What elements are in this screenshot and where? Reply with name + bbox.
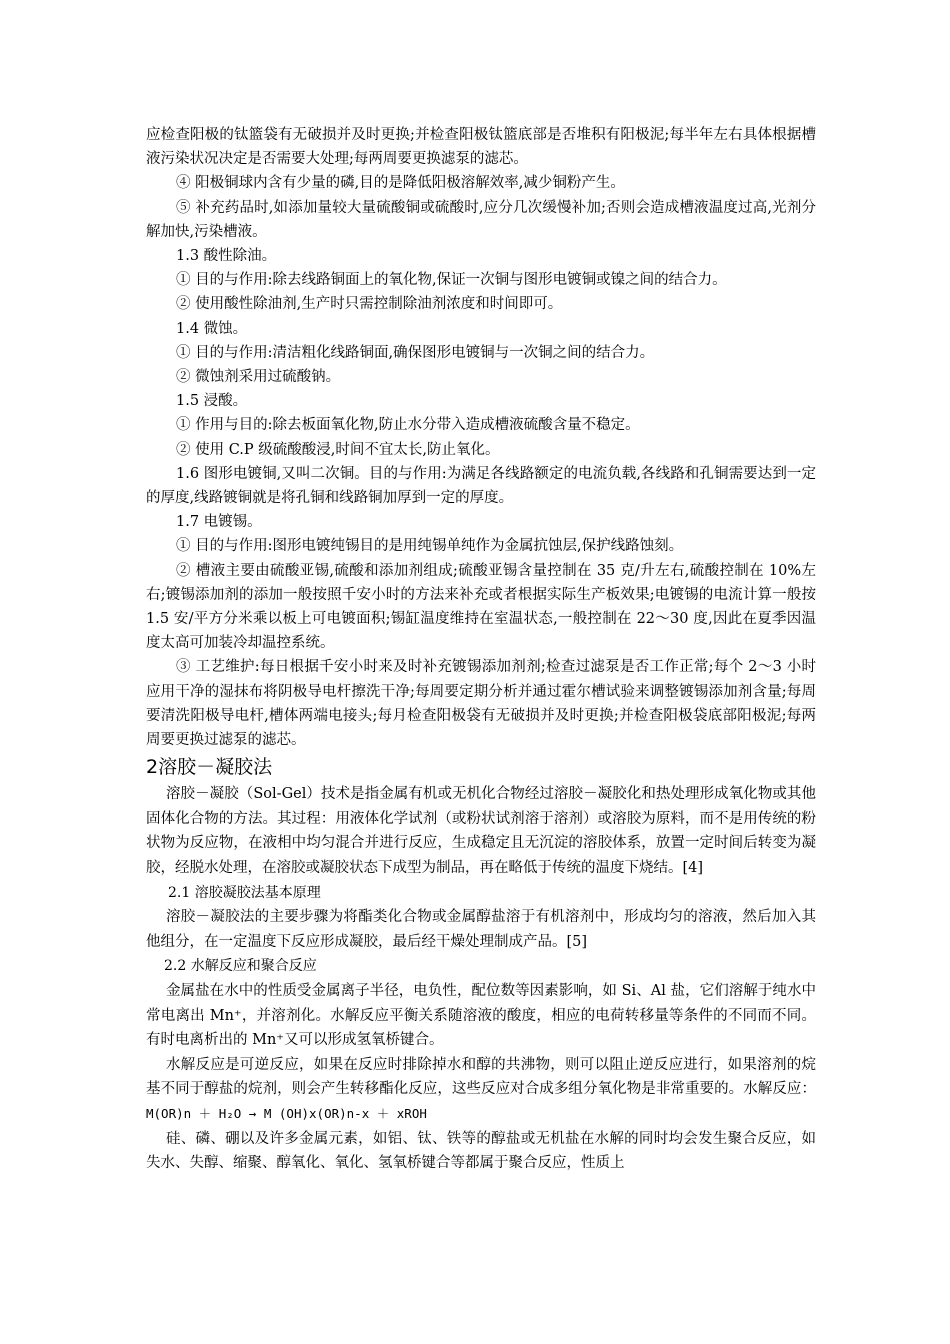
paragraph-text: 水解反应是可逆反应，如果在反应时排除掉水和醇的共沸物，则可以阻止逆反应进行，如果溶剂的烷基不同于醇盐的烷剂，则会产生转移酯化反应，这些反应对合成多组分氧化物是非常重要的。水解反应： bbox=[146, 1056, 816, 1098]
paragraph: ① 目的与作用:图形电镀纯锡目的是用纯锡单纯作为金属抗蚀层,保护线路蚀刻。 bbox=[176, 538, 684, 555]
paragraph: 1.6 图形电镀铜,又叫二次铜。目的与作用:为满足各线路额定的电流负载,各线路和孔铜需要达到一定的厚度,线路镀铜就是将孔铜和线路铜加厚到一定的厚度。 bbox=[146, 465, 816, 507]
subheading: 2.1 溶胶凝胶法基本原理 bbox=[168, 884, 321, 901]
paragraph: ② 微蚀剂采用过硫酸钠。 bbox=[176, 369, 341, 386]
paragraph: 溶胶－凝胶（Sol-Gel）技术是指金属有机或无机化合物经过溶胶－凝胶化和热处理形成氧化物或其他固体化合物的方法。其过程：用液体化学试剂（或粉状试剂溶于溶剂）或溶胶为原料，而不是用传统的粉状物为反应物，在液相中均匀混合并进行反应，生成稳定且无沉淀的溶胶体系，放置一定时间后转变为凝胶，经脱水处理，在溶胶或凝胶状态下成型为制品，再在略低于传统的温度下烧结。[4] bbox=[146, 786, 816, 877]
paragraph bbox=[146, 1053, 816, 1127]
paragraph: ② 槽液主要由硫酸亚锡,硫酸和添加剂组成;硫酸亚锡含量控制在 35 克/升左右,硫酸控制在 10%左右;镀锡添加剂的添加一般按照千安小时的方法来补充或者根据实际生产板效果;电镀锡的电流计算一般按 1.5 安/平方分米乘以板上可电镀面积;锡缸温度维持在室温状态,一般控制在 22～30 度,因此在夏季因温度太高可加装冷却温控系统。 bbox=[146, 562, 816, 652]
paragraph: ② 使用酸性除油剂,生产时只需控制除油剂浓度和时间即可。 bbox=[176, 296, 563, 313]
paragraph: ⑤ 补充药品时,如添加量较大量硫酸铜或硫酸时,应分几次缓慢补加;否则会造成槽液温度过高,光剂分解加快,污染槽液。 bbox=[146, 199, 816, 240]
paragraph: 应检查阳极的钛篮袋有无破损并及时更换;并检查阳极钛篮底部是否堆积有阳极泥;每半年左右具体根据槽液污染状况决定是否需要大处理;每两周要更换滤泵的滤芯。 bbox=[146, 127, 816, 168]
subheading: 1.4 微蚀。 bbox=[176, 320, 248, 337]
paragraph: ④ 阳极铜球内含有少量的磷,目的是降低阳极溶解效率,减少铜粉产生。 bbox=[176, 175, 625, 192]
paragraph: 溶胶－凝胶法的主要步骤为将酯类化合物或金属醇盐溶于有机溶剂中，形成均匀的溶液，然后加入其他组分，在一定温度下反应形成凝胶，最后经干燥处理制成产品。[5] bbox=[146, 909, 816, 950]
paragraph: ③ 工艺维护:每日根据千安小时来及时补充镀锡添加剂剂;检查过滤泵是否工作正常;每个 2～3 小时应用干净的湿抹布将阴极导电杆擦洗干净;每周要定期分析并通过霍尔槽试验来调整镀锡添加剂含量;每周要清洗阳极导电杆,槽体两端电接头;每月检查阳极袋有无破损并及时更换;并检查阳极袋底部阳极泥;每两周要更换过滤泵的滤芯。 bbox=[146, 659, 816, 749]
paragraph: ① 目的与作用:清洁粗化线路铜面,确保图形电镀铜与一次铜之间的结合力。 bbox=[176, 344, 655, 361]
subheading: 2.2 水解反应和聚合反应 bbox=[164, 958, 317, 975]
subheading: 1.3 酸性除油。 bbox=[176, 248, 277, 265]
paragraph: ① 目的与作用:除去线路铜面上的氧化物,保证一次铜与图形电镀铜或镍之间的结合力。 bbox=[176, 272, 727, 289]
paragraph: ② 使用 C.P 级硫酸酸浸,时间不宜太长,防止氧化。 bbox=[176, 441, 500, 458]
formula: M(OR)n ＋ H₂O → M (OH)x(OR)n-x ＋ xROH bbox=[146, 1106, 427, 1121]
paragraph: 金属盐在水中的性质受金属离子半径，电负性，配位数等因素影响，如 Si、Al 盐，它们溶解于纯水中常电离出 Mn⁺，并溶剂化。水解反应平衡关系随溶液的酸度，相应的电荷转移量等条件的不同而不同。有时电离析出的 Mn⁺又可以形成氢氧桥键合。 bbox=[146, 983, 816, 1049]
document-body bbox=[146, 123, 816, 1176]
paragraph: ① 作用与目的:除去板面氧化物,防止水分带入造成槽液硫酸含量不稳定。 bbox=[176, 417, 640, 434]
subheading: 1.5 浸酸。 bbox=[176, 393, 248, 410]
section-title: 2溶胶－凝胶法 bbox=[146, 756, 273, 779]
subheading: 1.7 电镀锡。 bbox=[176, 514, 262, 531]
paragraph: 硅、磷、硼以及许多金属元素，如铝、钛、铁等的醇盐或无机盐在水解的同时均会发生聚合反应，如失水、失醇、缩聚、醇氧化、氧化、氢氧桥键合等都属于聚合反应，性质上 bbox=[146, 1130, 816, 1172]
